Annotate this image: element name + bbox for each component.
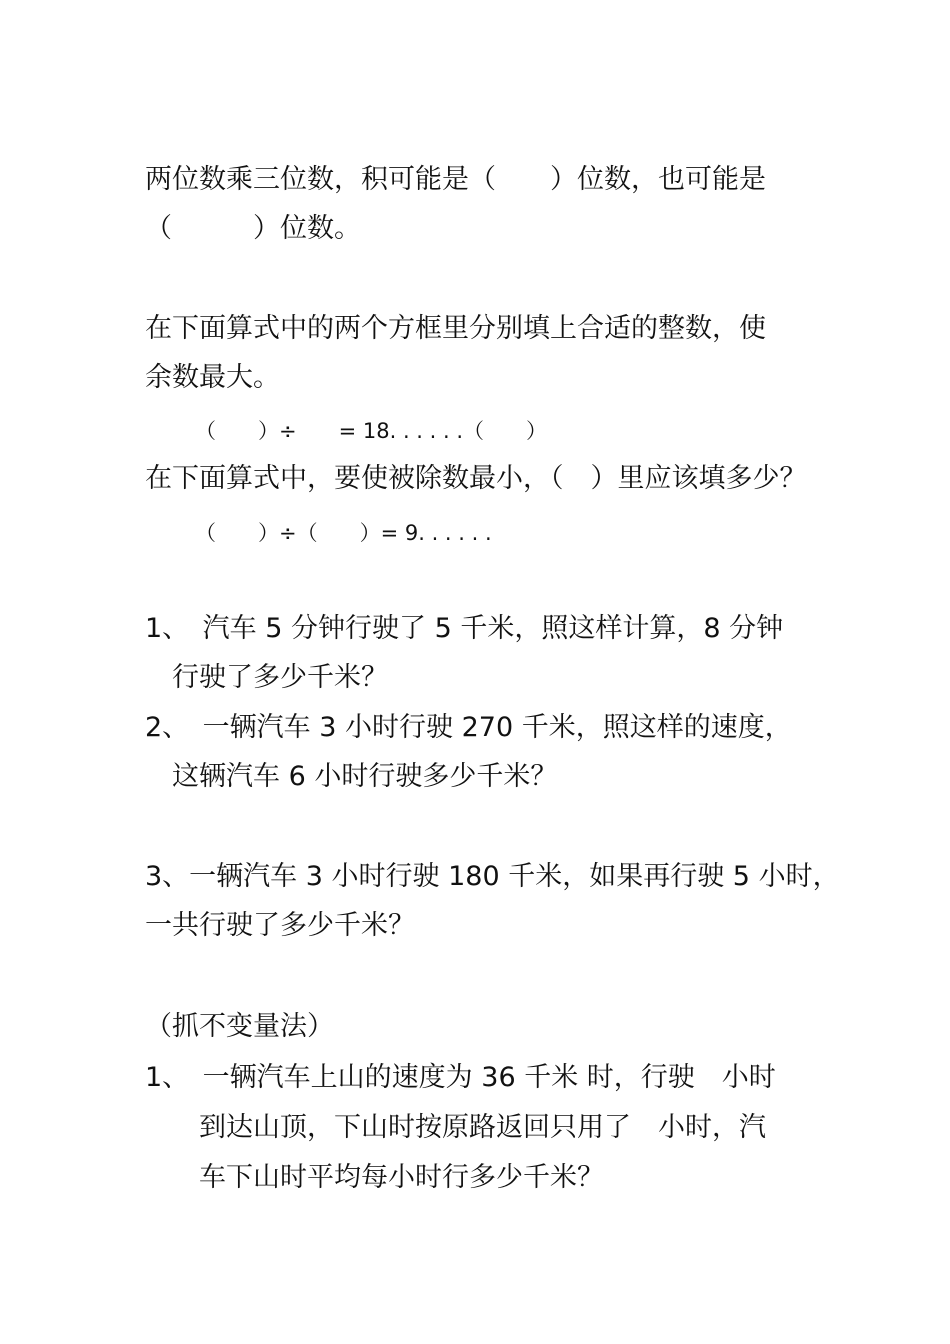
problem-1-line-2: 行驶了多少千米？	[145, 662, 388, 693]
section-heading: （抓不变量法）	[145, 1011, 334, 1042]
problem-3-line-2: 一共行驶了多少千米？	[145, 910, 415, 941]
question-3-equation: （ ）÷（ ）= 9. . . . . .	[195, 521, 492, 545]
problem-4-line-1: 1、 一辆汽车上山的速度为 36 千米 时，行驶 小时	[145, 1062, 776, 1093]
problem-1-line-1: 1、 汽车 5 分钟行驶了 5 千米，照这样计算，8 分钟	[145, 613, 784, 644]
problem-2-line-1: 2、 一辆汽车 3 小时行驶 270 千米，照这样的速度，	[145, 712, 792, 743]
question-1-line-1: 两位数乘三位数，积可能是（ ）位数，也可能是	[145, 164, 766, 195]
question-2-line-2: 余数最大。	[145, 362, 280, 393]
question-2-equation: （ ）÷ = 18. . . . . .（ ）	[195, 419, 548, 443]
problem-4-line-2: 到达山顶，下山时按原路返回只用了 小时，汽	[145, 1112, 766, 1143]
problem-4-line-3: 车下山时平均每小时行多少千米？	[145, 1162, 604, 1193]
question-2-line-1: 在下面算式中的两个方框里分别填上合适的整数，使	[145, 313, 766, 344]
question-1-line-2: （ ）位数。	[145, 213, 361, 244]
problem-3-line-1: 3、一辆汽车 3 小时行驶 180 千米，如果再行驶 5 小时，	[145, 861, 840, 892]
question-3-line-1: 在下面算式中，要使被除数最小，（ ）里应该填多少？	[145, 463, 807, 494]
problem-2-line-2: 这辆汽车 6 小时行驶多少千米？	[145, 761, 558, 792]
